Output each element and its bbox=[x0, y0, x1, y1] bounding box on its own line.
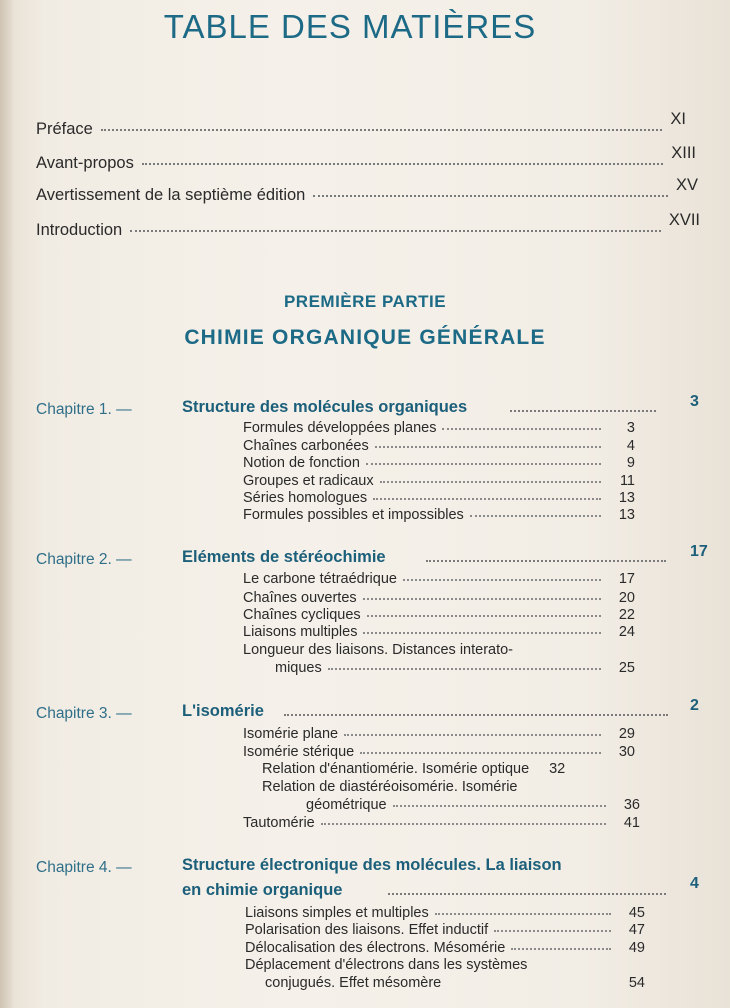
dot-leader bbox=[403, 579, 601, 581]
toc-entry-page: XVII bbox=[668, 211, 700, 229]
chapter-title: Eléments de stéréochimie bbox=[182, 548, 386, 566]
dot-leader bbox=[367, 615, 601, 617]
section-page: 9 bbox=[626, 455, 635, 471]
section-label-line1: Relation de diastéréoisomérie. Isomérie bbox=[262, 779, 518, 795]
toc-entry-page: XIII bbox=[671, 144, 696, 162]
section-entry[interactable] bbox=[243, 624, 635, 640]
section-label-line1: Longueur des liaisons. Distances interato- bbox=[243, 642, 514, 658]
dot-leader bbox=[142, 163, 663, 165]
dot-leader bbox=[388, 893, 666, 895]
section-label: géométrique bbox=[306, 797, 387, 813]
section-page: 47 bbox=[628, 922, 645, 938]
section-label: Notion de fonction bbox=[243, 455, 360, 471]
section-entry[interactable] bbox=[243, 726, 635, 742]
chapter-label: Chapitre 2. — bbox=[36, 551, 132, 568]
toc-entry-notice[interactable] bbox=[36, 176, 698, 205]
section-label: Relation d'énantiomérie. Isomérie optique bbox=[262, 761, 530, 777]
section-entry[interactable] bbox=[306, 797, 640, 813]
section-page: 30 bbox=[618, 744, 635, 760]
chapter-label: Chapitre 3. — bbox=[36, 705, 132, 722]
section-label: Chaînes ouvertes bbox=[243, 590, 357, 606]
chapter-label: Chapitre 4. — bbox=[36, 859, 132, 876]
section-label: Le carbone tétraédrique bbox=[243, 571, 397, 587]
section-page: 45 bbox=[628, 905, 645, 921]
section-entry[interactable] bbox=[243, 571, 635, 587]
section-label: Chaînes cycliques bbox=[243, 607, 361, 623]
dot-leader bbox=[130, 230, 661, 232]
toc-entry-foreword[interactable] bbox=[36, 144, 696, 173]
section-page: 17 bbox=[618, 571, 635, 587]
section-page: 3 bbox=[626, 420, 635, 436]
dot-leader bbox=[313, 195, 668, 197]
section-entry[interactable] bbox=[243, 815, 640, 831]
section-entry[interactable] bbox=[243, 473, 635, 489]
dot-leader bbox=[494, 930, 611, 932]
section-label: Formules développées planes bbox=[243, 420, 437, 436]
section-label: Chaînes carbonées bbox=[243, 438, 369, 454]
dot-leader bbox=[375, 446, 601, 448]
chapter-label: Chapitre 1. — bbox=[36, 401, 132, 418]
section-page: 20 bbox=[618, 590, 635, 606]
dot-leader bbox=[373, 498, 601, 500]
section-page: 29 bbox=[618, 726, 635, 742]
section-entry[interactable] bbox=[243, 420, 635, 436]
section-label: Liaisons simples et multiples bbox=[245, 905, 429, 921]
chapter-page: 17 bbox=[690, 543, 708, 560]
section-label: Polarisation des liaisons. Effet inductif bbox=[245, 922, 489, 938]
section-page: 25 bbox=[618, 660, 635, 676]
dot-leader bbox=[380, 481, 601, 483]
toc-entry-label: Préface bbox=[36, 120, 93, 138]
chapter-page: 4 bbox=[690, 875, 699, 892]
toc-entry-label: Avant-propos bbox=[36, 154, 134, 172]
section-page: 13 bbox=[618, 490, 635, 506]
chapter-title: L'isomérie bbox=[182, 702, 264, 720]
section-page: 49 bbox=[628, 940, 645, 956]
dot-leader bbox=[435, 913, 611, 915]
dot-leader bbox=[328, 668, 601, 670]
section-label: Séries homologues bbox=[243, 490, 368, 506]
toc-entry-page: XV bbox=[675, 176, 698, 194]
section-entry[interactable] bbox=[243, 590, 635, 606]
chapter-title-line2: en chimie organique bbox=[182, 881, 343, 899]
dot-leader bbox=[284, 714, 668, 716]
section-entry[interactable] bbox=[245, 905, 645, 921]
section-entry[interactable] bbox=[262, 761, 640, 777]
chapter-page: 2 bbox=[690, 697, 699, 714]
dot-leader bbox=[101, 129, 663, 131]
section-page: 32 bbox=[549, 761, 566, 777]
section-entry[interactable] bbox=[243, 744, 635, 760]
page-edge-shadow bbox=[0, 0, 14, 1008]
section-label: Tautomérie bbox=[243, 815, 315, 831]
dot-leader bbox=[344, 734, 601, 736]
dot-leader bbox=[511, 948, 611, 950]
section-entry[interactable] bbox=[245, 940, 645, 956]
section-page: 4 bbox=[626, 438, 635, 454]
dot-leader bbox=[321, 823, 606, 825]
section-entry[interactable] bbox=[243, 438, 635, 454]
section-page: 24 bbox=[618, 624, 635, 640]
section-label: Isomérie stérique bbox=[243, 744, 355, 760]
section-label: conjugués. Effet mésomère bbox=[265, 975, 442, 991]
dot-leader bbox=[363, 632, 601, 634]
section-page: 41 bbox=[623, 815, 640, 831]
dot-leader bbox=[426, 560, 666, 562]
toc-entry-label: Avertissement de la septième édition bbox=[36, 186, 306, 204]
dot-leader bbox=[442, 428, 601, 430]
toc-entry-preface[interactable] bbox=[36, 110, 686, 139]
section-entry[interactable] bbox=[243, 490, 635, 506]
section-label: Groupes et radicaux bbox=[243, 473, 374, 489]
section-label: Liaisons multiples bbox=[243, 624, 358, 640]
section-entry[interactable] bbox=[265, 975, 645, 991]
dot-leader bbox=[366, 463, 601, 465]
chapter-title: Structure des molécules organiques bbox=[182, 398, 468, 416]
section-entry[interactable] bbox=[243, 507, 635, 523]
section-entry[interactable] bbox=[275, 660, 635, 676]
section-label: miques bbox=[275, 660, 322, 676]
section-entry[interactable] bbox=[243, 455, 635, 471]
dot-leader bbox=[470, 515, 601, 517]
dot-leader bbox=[393, 805, 606, 807]
toc-entry-introduction[interactable] bbox=[36, 211, 700, 240]
part-title: CHIMIE ORGANIQUE GÉNÉRALE bbox=[184, 326, 546, 349]
chapter-page: 3 bbox=[690, 393, 699, 410]
section-page: 22 bbox=[618, 607, 635, 623]
section-label-line1: Déplacement d'électrons dans les systèmes bbox=[245, 957, 528, 973]
section-page: 11 bbox=[619, 473, 635, 489]
section-page: 54 bbox=[628, 975, 645, 991]
dot-leader bbox=[363, 598, 601, 600]
section-label: Isomérie plane bbox=[243, 726, 339, 742]
page-title: TABLE DES MATIÈRES bbox=[163, 8, 537, 45]
section-entry[interactable] bbox=[245, 922, 645, 938]
section-page: 36 bbox=[623, 797, 640, 813]
dot-leader bbox=[510, 410, 656, 412]
section-label: Formules possibles et impossibles bbox=[243, 507, 464, 523]
section-label: Délocalisation des électrons. Mésomérie bbox=[245, 940, 506, 956]
dot-leader bbox=[360, 752, 601, 754]
part-number: PREMIÈRE PARTIE bbox=[283, 292, 447, 311]
section-entry[interactable] bbox=[243, 607, 635, 623]
section-page: 13 bbox=[618, 507, 635, 523]
chapter-title: Structure électronique des molécules. La liaison bbox=[182, 856, 562, 874]
toc-entry-label: Introduction bbox=[36, 221, 123, 239]
toc-entry-page: XI bbox=[670, 110, 686, 128]
